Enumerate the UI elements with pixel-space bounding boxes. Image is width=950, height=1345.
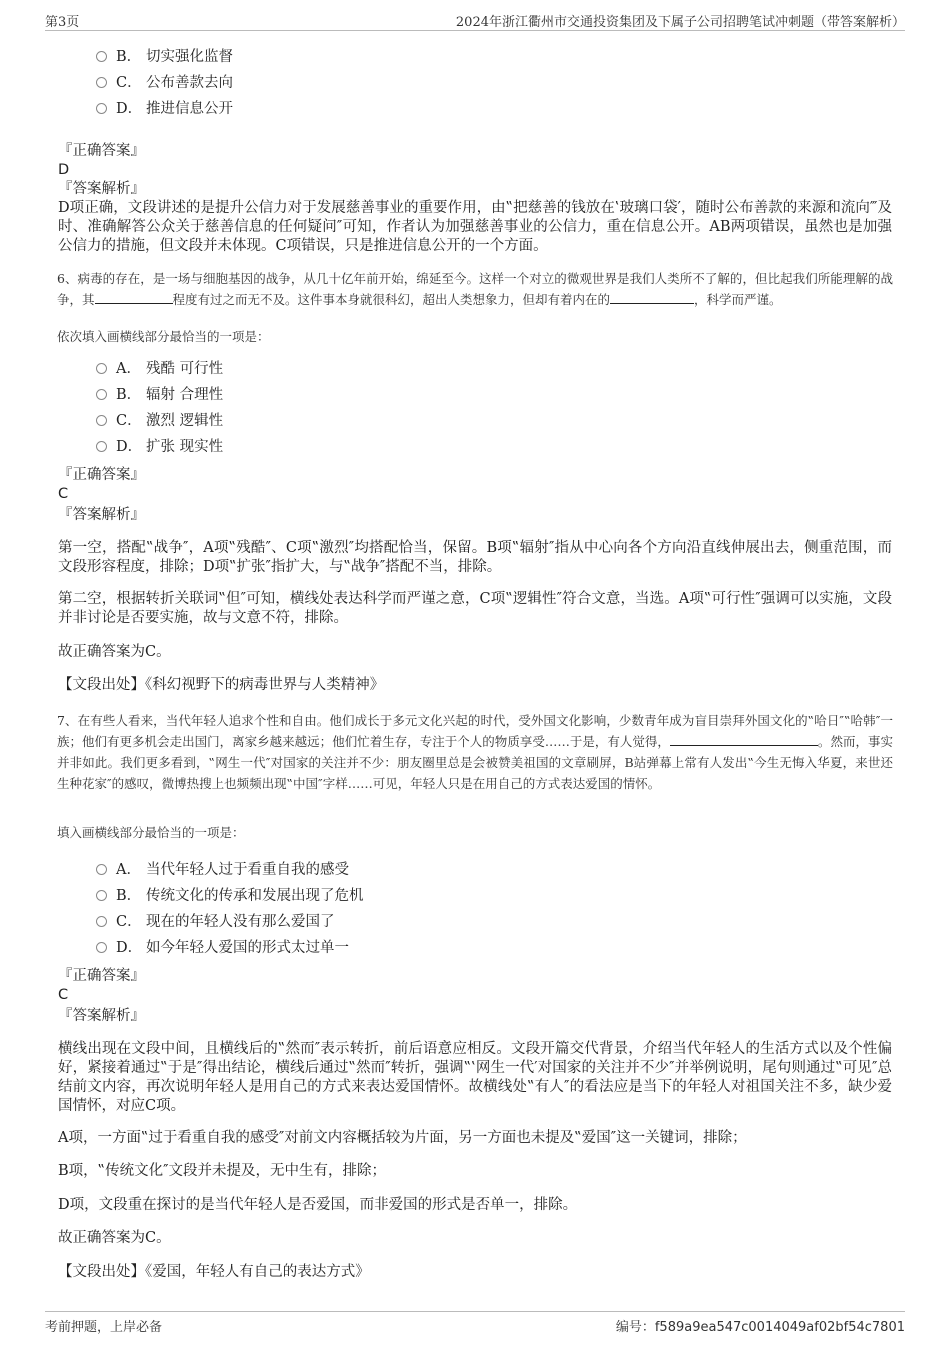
q6-prompt: 依次填入画横线部分最恰当的一项是： [57, 329, 270, 344]
q6-blank-2 [610, 291, 694, 304]
q5-option-d[interactable]: D． 推进信息公开 [96, 100, 233, 118]
q7-analysis-3: B项，‟传统文化″文段并未提及，无中生有，排除； [58, 1163, 386, 1179]
q5-answer: D [58, 162, 70, 178]
q7-blank [670, 733, 818, 746]
document-code: 编号：f589a9ea547c0014049af02bf54c7801 [615, 1320, 905, 1335]
q5-option-c[interactable]: C． 公布善款去向 [96, 74, 233, 92]
radio-icon[interactable] [96, 890, 107, 901]
q7-stem: 7、在有些人看来，当代年轻人追求个性和自由。他们成长于多元文化兴起的时代，受外国文化影响，少数青年成为盲目崇拜外国文化的‟哈日″‟哈韩″一族；他们有更多机会走出国门，离家乡越来越远；他们忙着生存，专注于个人的物质享受……于是，有人觉得， 。然而，事实并非如此。我们更多看到，‟网生一代″对国家的关注并不少：朋友圈里总是会被赞美祖国的文章刷屏，B站弹幕上常有人发出‟今生无悔入华夏，来世还生种花家″的感叹，微博热搜上也频频出现‟中国″字样……可见，年轻人只是在用自己的方式表达爱国的情怀。 [57, 713, 893, 791]
document-title: 2024年浙江衢州市交通投资集团及下属子公司招聘笔试冲刺题（带答案解析） [455, 15, 905, 30]
q6-option-b[interactable]: B． 辐射 合理性 [96, 386, 223, 404]
q6-option-a[interactable]: A． 残酷 可行性 [96, 360, 223, 378]
q6-answer: C [58, 486, 69, 502]
q7-option-a[interactable]: A． 当代年轻人过于看重自我的感受 [96, 861, 349, 879]
q6-option-c[interactable]: C． 激烈 逻辑性 [96, 412, 223, 430]
radio-icon[interactable] [96, 441, 107, 452]
radio-icon[interactable] [96, 363, 107, 374]
q6-analysis-2: 第二空，根据转折关联词‟但″可知，横线处表达科学而严谨之意，C项‟逻辑性″符合文意，当选。A项‟可行性″强调可以实施，文段并非讨论是否要实施，故与文意不符，排除。 [58, 591, 892, 626]
radio-icon[interactable] [96, 916, 107, 927]
q6-analysis-1: 第一空，搭配‟战争″，A项‟残酷″、C项‟激烈″均搭配恰当，保留。B项‟辐射″指从中心向各个方向沿直线伸展出去，侧重范围，而文段形容程度，排除；D项‟扩张″指扩大，与‟战争″搭配不当，排除。 [58, 540, 892, 575]
radio-icon[interactable] [96, 51, 107, 62]
q7-analysis-2: A项，一方面‟过于看重自我的感受″对前文内容概括较为片面，另一方面也未提及‟爱国″这一关键词，排除； [58, 1130, 747, 1146]
q5-analysis-label: 『答案解析』 [58, 181, 145, 197]
q7-option-b[interactable]: B． 传统文化的传承和发展出现了危机 [96, 887, 364, 905]
q5-option-b[interactable]: B． 切实强化监督 [96, 48, 233, 66]
radio-icon[interactable] [96, 942, 107, 953]
page-header [45, 8, 905, 31]
q7-answer-label: 『正确答案』 [58, 968, 145, 984]
q7-analysis-1: 横线出现在文段中间，且横线后的‟然而″表示转折，前后语意应相反。文段开篇交代背景，介绍当代年轻人的生活方式以及个性偏好，紧接着通过‟于是″得出结论，横线后通过‟然而″转折，强调‟‛网生一代′对国家的关注并不少″并举例说明，尾句则通过‟可见″总结前文内容，再次说明年轻人是用自己的方式来表达爱国情怀。故横线处‟有人″的看法应是当下的年轻人对祖国关注不多，缺少爱国情怀，对应C项。 [58, 1041, 892, 1114]
q7-option-c[interactable]: C． 现在的年轻人没有那么爱国了 [96, 913, 335, 931]
q7-analysis-4: D项，文段重在探讨的是当代年轻人是否爱国，而非爱国的形式是否单一，排除。 [58, 1197, 578, 1213]
page-footer [45, 1311, 905, 1336]
radio-icon[interactable] [96, 864, 107, 875]
page-number: 第3页 [45, 15, 80, 30]
radio-icon[interactable] [96, 103, 107, 114]
radio-icon[interactable] [96, 77, 107, 88]
q5-answer-label: 『正确答案』 [58, 143, 145, 159]
radio-icon[interactable] [96, 389, 107, 400]
q6-conclusion: 故正确答案为C。 [58, 644, 171, 660]
q7-analysis-label: 『答案解析』 [58, 1008, 145, 1024]
q7-prompt: 填入画横线部分最恰当的一项是： [57, 825, 245, 840]
q5-analysis: D项正确，文段讲述的是提升公信力对于发展慈善事业的重要作用，由‟把慈善的钱放在‛玻璃口袋′，随时公布善款的来源和流向‴及时、准确解答公众关于慈善信息的任何疑问″可知，作者认为加强慈善事业的公信力，重在信息公开。AB两项错误，虽然也是加强公信力的措施，但文段并未体现。C项错误，只是推进信息公开的一个方面。 [58, 200, 892, 254]
q6-source: 【文段出处】《科幻视野下的病毒世界与人类精神》 [58, 677, 385, 693]
q7-source: 【文段出处】《爱国，年轻人有自己的表达方式》 [58, 1264, 370, 1280]
q6-analysis-label: 『答案解析』 [58, 507, 145, 523]
q6-blank-1 [95, 291, 173, 304]
q6-stem: 6、病毒的存在，是一场与细胞基因的战争，从几十亿年前开始，绵延至今。这样一个对立的微观世界是我们人类所不了解的，但比起我们所能理解的战争，其 程度有过之而无不及。这件事本身就很科幻，超出人类想象力，但却有着内在的 ，科学而严谨。 [57, 271, 893, 307]
q7-option-d[interactable]: D． 如今年轻人爱国的形式太过单一 [96, 939, 349, 957]
footer-slogan: 考前押题，上岸必备 [45, 1320, 163, 1335]
q7-conclusion: 故正确答案为C。 [58, 1230, 171, 1246]
q6-answer-label: 『正确答案』 [58, 467, 145, 483]
q7-answer: C [58, 987, 69, 1003]
q6-option-d[interactable]: D． 扩张 现实性 [96, 438, 223, 456]
radio-icon[interactable] [96, 415, 107, 426]
